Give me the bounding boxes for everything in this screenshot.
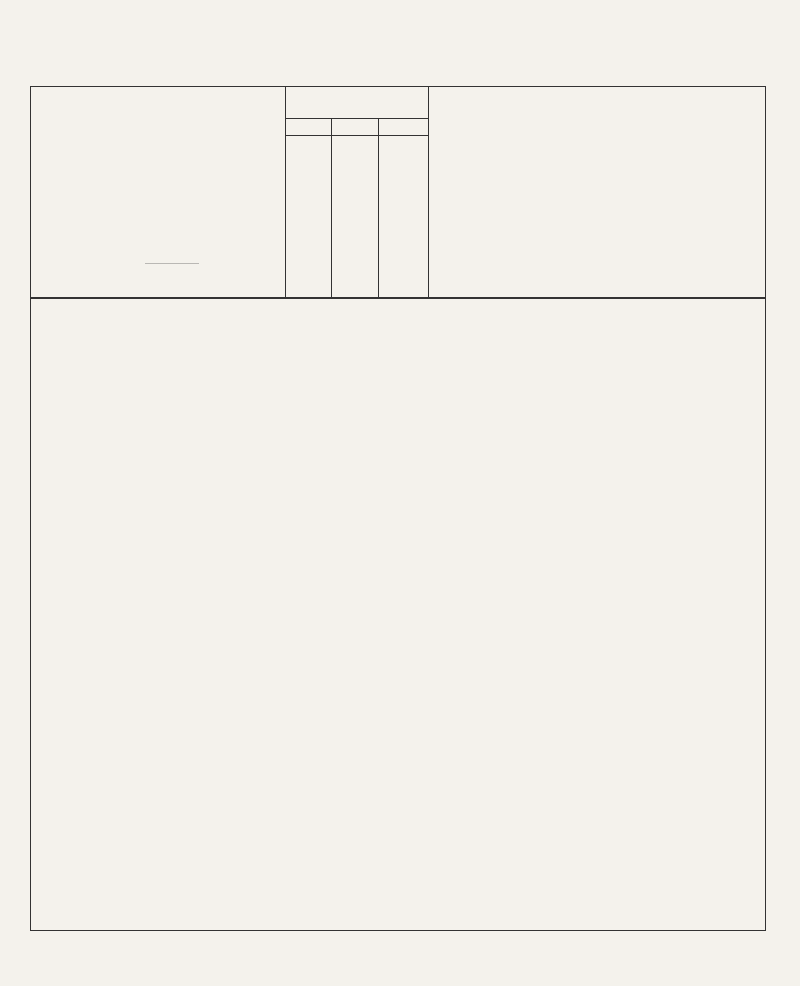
totaux-label: ........................... <box>145 259 200 266</box>
diseases-table <box>30 298 766 931</box>
